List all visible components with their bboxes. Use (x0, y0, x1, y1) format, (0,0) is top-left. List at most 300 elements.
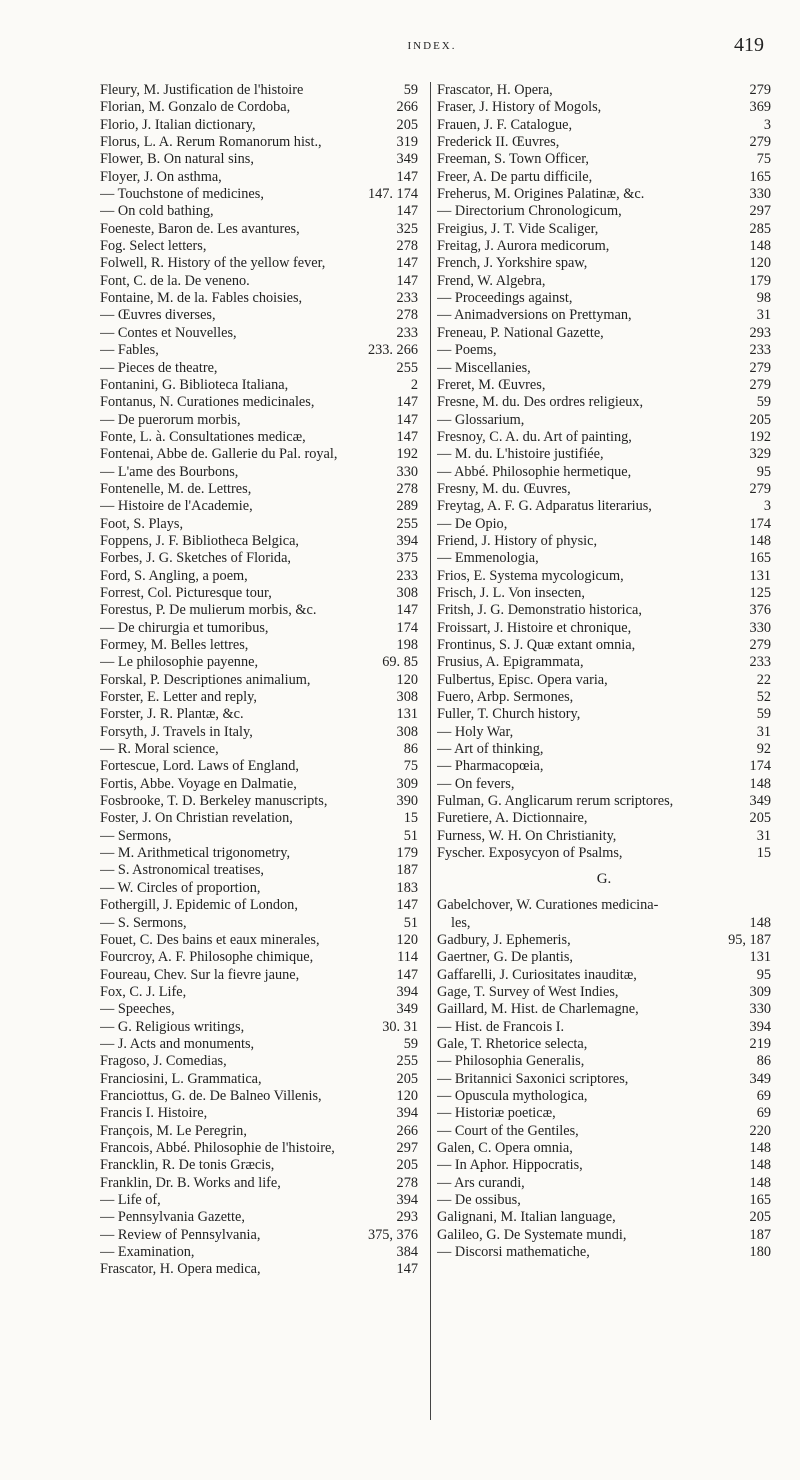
entry-title: Frios, E. Systema mycologicum, (437, 567, 624, 584)
entry-page-ref: 120 (396, 671, 418, 688)
entry-page-ref: 69 (756, 1087, 771, 1104)
entry-page-ref: 147 (396, 168, 418, 185)
entry-title: Forrest, Col. Picturesque tour, (100, 584, 272, 601)
index-entry (437, 412, 771, 429)
entry-title: Forbes, J. G. Sketches of Florida, (100, 550, 292, 567)
entry-page-ref: 69 (756, 1105, 771, 1122)
index-entry (100, 446, 418, 463)
entry-title: — Glossarium, (437, 411, 525, 428)
index-entry (437, 585, 771, 602)
entry-title: Foeneste, Baron de. Les avantures, (100, 220, 300, 237)
entry-page-ref: 148 (749, 1174, 771, 1191)
index-entry (437, 325, 771, 342)
entry-title: Fleury, M. Justification de l'histoire (100, 82, 304, 98)
entry-page-ref: 3 (763, 116, 771, 133)
index-entry (100, 498, 418, 515)
entry-page-ref: 289 (396, 498, 418, 515)
left-index-column (100, 82, 418, 1279)
entry-title: — Examination, (100, 1244, 195, 1261)
entry-page-ref: 120 (749, 255, 771, 272)
entry-title: Fothergill, J. Epidemic of London, (100, 897, 298, 914)
entry-title: Formey, M. Belles lettres, (100, 637, 249, 653)
index-entry (437, 203, 771, 220)
entry-title: — Pieces de theatre, (100, 359, 218, 376)
entry-title: Fortescue, Lord. Laws of England, (100, 758, 299, 775)
index-entry (100, 1227, 418, 1244)
entry-page-ref: 205 (749, 810, 771, 827)
entry-page-ref: 174 (749, 515, 771, 532)
entry-title: — Philosophia Generalis, (437, 1053, 585, 1070)
entry-page-ref: 174 (749, 758, 771, 775)
entry-title: — Touchstone of medicines, (100, 186, 264, 203)
entry-title: — De chirurgia et tumoribus, (100, 619, 269, 636)
entry-page-ref: 148 (749, 1139, 771, 1156)
entry-page-ref: 31 (756, 307, 771, 324)
entry-title: — Life of, (100, 1192, 161, 1208)
entry-title: François, M. Le Peregrin, (100, 1122, 247, 1139)
entry-title: Freitag, J. Aurora medicorum, (437, 238, 610, 255)
entry-page-ref: 95, 187 (728, 931, 771, 948)
entry-page-ref: 192 (396, 446, 418, 463)
entry-page-ref: 233 (749, 342, 771, 359)
entry-title: Fosbrooke, T. D. Berkeley manuscripts, (100, 793, 328, 810)
index-entry (100, 99, 418, 116)
entry-title: Fulbertus, Episc. Opera varia, (437, 671, 608, 688)
entry-title: — S. Astronomical treatises, (100, 862, 264, 879)
entry-page-ref: 120 (396, 1087, 418, 1104)
entry-title: Fourcroy, A. F. Philosophe chimique, (100, 949, 314, 966)
index-entry (437, 550, 771, 567)
entry-page-ref: 308 (396, 584, 418, 601)
entry-title: Fulman, G. Anglicarum rerum scriptores, (437, 793, 674, 810)
entry-page-ref: 59 (403, 1035, 418, 1052)
index-entry (100, 620, 418, 637)
entry-title: — Opuscula mythologica, (437, 1087, 588, 1104)
entry-page-ref: 279 (749, 480, 771, 497)
index-entry (100, 1175, 418, 1192)
entry-page-ref: 31 (756, 723, 771, 740)
entry-page-ref: 330 (749, 619, 771, 636)
entry-page-ref: 233 (396, 290, 418, 307)
entry-page-ref: 219 (749, 1035, 771, 1052)
entry-title: Foster, J. On Christian revelation, (100, 810, 293, 827)
index-entry (437, 1019, 771, 1036)
entry-title: — Review of Pennsylvania, (100, 1226, 261, 1243)
entry-page-ref: 59 (756, 394, 771, 411)
index-entry (437, 360, 771, 377)
entry-title: — Abbé. Philosophie hermetique, (437, 463, 632, 480)
entry-page-ref: 205 (396, 1070, 418, 1087)
entry-title: — Holy War, (437, 723, 514, 740)
entry-page-ref: 205 (396, 1157, 418, 1174)
entry-page-ref: 30. 31 (382, 1018, 418, 1035)
index-entry (100, 464, 418, 481)
entry-title: Fouet, C. Des bains et eaux minerales, (100, 931, 320, 948)
index-entry (100, 1244, 418, 1261)
entry-title: Florio, J. Italian dictionary, (100, 116, 256, 133)
index-entry (437, 99, 771, 116)
index-entry (437, 620, 771, 637)
entry-title: Forestus, P. De mulierum morbis, &c. (100, 602, 317, 619)
entry-page-ref: 255 (396, 515, 418, 532)
index-entry (100, 654, 418, 671)
index-entry (437, 984, 771, 1001)
index-entry (100, 810, 418, 827)
index-entry (100, 949, 418, 966)
entry-page-ref: 278 (396, 238, 418, 255)
index-entry (100, 1140, 418, 1157)
index-entry (437, 1227, 771, 1244)
entry-title: Fuero, Arbp. Sermones, (437, 689, 574, 706)
index-entry (100, 151, 418, 168)
entry-title: — On cold bathing, (100, 203, 214, 220)
index-entry (100, 706, 418, 723)
entry-page-ref: 205 (749, 1209, 771, 1226)
index-entry (100, 360, 418, 377)
index-entry (100, 1123, 418, 1140)
entry-title: Foureau, Chev. Sur la fievre jaune, (100, 966, 300, 983)
index-entry (437, 516, 771, 533)
entry-page-ref: 394 (396, 983, 418, 1000)
entry-page-ref: 279 (749, 359, 771, 376)
entry-page-ref: 147 (396, 602, 418, 619)
entry-page-ref: 51 (403, 827, 418, 844)
entry-page-ref: 297 (749, 203, 771, 220)
entry-page-ref: 174 (396, 619, 418, 636)
entry-page-ref: 148 (749, 914, 771, 931)
entry-page-ref: 131 (749, 567, 771, 584)
entry-title: — Emmenologia, (437, 550, 539, 567)
index-entry (100, 117, 418, 134)
entry-page-ref: 148 (749, 1157, 771, 1174)
entry-title: Franklin, Dr. B. Works and life, (100, 1174, 281, 1191)
entry-title: Fortis, Abbe. Voyage en Dalmatie, (100, 775, 297, 792)
entry-title: Furness, W. H. On Christianity, (437, 827, 617, 844)
index-entry (437, 186, 771, 203)
entry-title: Gage, T. Survey of West Indies, (437, 983, 619, 1000)
entry-page-ref: 131 (749, 949, 771, 966)
entry-title: Gadbury, J. Ephemeris, (437, 931, 571, 948)
index-entry (100, 897, 418, 914)
index-entry (100, 793, 418, 810)
entry-title: Forskal, P. Descriptiones animalium, (100, 671, 311, 688)
index-entry (437, 897, 771, 914)
entry-page-ref: 147 (396, 1261, 418, 1278)
index-entry (437, 151, 771, 168)
entry-title: Freigius, J. T. Vide Scaliger, (437, 220, 599, 237)
entry-page-ref: 148 (749, 532, 771, 549)
entry-title: Foot, S. Plays, (100, 515, 184, 532)
entry-title: Frusius, A. Epigrammata, (437, 654, 584, 671)
entry-page-ref: 220 (749, 1122, 771, 1139)
index-entry (100, 533, 418, 550)
index-entry (100, 689, 418, 706)
entry-title: — Pharmacopœia, (437, 758, 544, 775)
entry-page-ref: 75 (756, 151, 771, 168)
entry-title: Fontanus, N. Curationes medicinales, (100, 394, 315, 411)
entry-title: Forster, J. R. Plantæ, &c. (100, 706, 244, 723)
index-entry (100, 550, 418, 567)
entry-title: Friend, J. History of physic, (437, 532, 598, 549)
entry-title: — Art of thinking, (437, 741, 544, 758)
index-entry (437, 117, 771, 134)
entry-page-ref: 390 (396, 793, 418, 810)
index-entry (437, 1175, 771, 1192)
entry-page-ref: 69. 85 (382, 654, 418, 671)
entry-title: Fontenelle, M. de. Lettres, (100, 480, 252, 497)
entry-title: Gale, T. Rhetorice selecta, (437, 1035, 588, 1052)
index-entry (437, 793, 771, 810)
index-entry (100, 1105, 418, 1122)
index-entry (437, 221, 771, 238)
index-entry (437, 498, 771, 515)
entry-title: — Ars curandi, (437, 1174, 525, 1191)
entry-title: Font, C. de la. De veneno. (100, 272, 250, 289)
index-entry (437, 1105, 771, 1122)
entry-title: Froissart, J. Histoire et chronique, (437, 619, 632, 636)
index-entry (437, 776, 771, 793)
entry-page-ref: 192 (749, 428, 771, 445)
entry-page-ref: 285 (749, 220, 771, 237)
entry-title: — M. du. L'histoire justifiée, (437, 446, 604, 463)
entry-page-ref: 92 (756, 741, 771, 758)
entry-title: — W. Circles of proportion, (100, 879, 261, 896)
entry-page-ref: 293 (396, 1209, 418, 1226)
entry-page-ref: 15 (756, 845, 771, 862)
index-entry (437, 134, 771, 151)
entry-title: Freneau, P. National Gazette, (437, 324, 604, 341)
index-entry (437, 706, 771, 723)
entry-title: Fog. Select letters, (100, 238, 207, 255)
index-entry (100, 1088, 418, 1105)
entry-title: Furetiere, A. Dictionnaire, (437, 810, 588, 827)
entry-title: — Historiæ poeticæ, (437, 1105, 556, 1122)
index-entry (100, 82, 418, 99)
entry-title: Fontaine, M. de la. Fables choisies, (100, 290, 303, 307)
entry-page-ref: 309 (749, 983, 771, 1000)
entry-title: Fresny, M. du. Œuvres, (437, 480, 571, 497)
entry-title: — Court of the Gentiles, (437, 1122, 579, 1139)
index-entry (437, 1140, 771, 1157)
entry-page-ref: 330 (396, 463, 418, 480)
index-entry (100, 1019, 418, 1036)
entry-page-ref: 98 (756, 290, 771, 307)
index-entry (437, 1036, 771, 1053)
index-entry (437, 568, 771, 585)
entry-page-ref: 279 (749, 82, 771, 98)
index-entry (100, 1157, 418, 1174)
index-entry (437, 967, 771, 984)
entry-title: — Poems, (437, 342, 497, 359)
index-entry (100, 1209, 418, 1226)
entry-title: Fonte, L. à. Consultationes medicæ, (100, 428, 306, 445)
entry-title: Frend, W. Algebra, (437, 272, 546, 289)
entry-page-ref: 147 (396, 411, 418, 428)
entry-page-ref: 297 (396, 1139, 418, 1156)
entry-title: — De Opio, (437, 515, 508, 532)
index-entry (100, 862, 418, 879)
entry-page-ref: 394 (749, 1018, 771, 1035)
entry-page-ref: 147. 174 (367, 186, 418, 203)
entry-page-ref: 233. 266 (367, 342, 418, 359)
entry-page-ref: 278 (396, 1174, 418, 1191)
entry-page-ref: 308 (396, 689, 418, 706)
index-entry (437, 1088, 771, 1105)
entry-title: Freherus, M. Origines Palatinæ, &c. (437, 186, 645, 203)
index-entry (437, 741, 771, 758)
index-entry (100, 776, 418, 793)
index-entry (100, 845, 418, 862)
page-header (100, 34, 764, 58)
index-entry (100, 186, 418, 203)
index-entry (100, 273, 418, 290)
entry-page-ref: 394 (396, 1192, 418, 1208)
entry-title: les, (451, 914, 471, 931)
index-entry (437, 1053, 771, 1070)
index-entry (437, 1123, 771, 1140)
entry-title: Gaertner, G. De plantis, (437, 949, 573, 966)
entry-title: — Speeches, (100, 1001, 175, 1018)
entry-title: — Hist. de Francois I. (437, 1018, 565, 1035)
index-entry (100, 290, 418, 307)
entry-page-ref: 319 (396, 134, 418, 151)
index-entry (100, 1053, 418, 1070)
entry-title: — M. Arithmetical trigonometry, (100, 845, 291, 862)
entry-title: Freeman, S. Town Officer, (437, 151, 589, 168)
index-entry (437, 1192, 771, 1209)
index-entry (100, 203, 418, 220)
entry-title: Freer, A. De partu difficile, (437, 168, 593, 185)
index-entry (100, 602, 418, 619)
entry-title: Fuller, T. Church history, (437, 706, 581, 723)
entry-title: Flower, B. On natural sins, (100, 151, 254, 168)
entry-page-ref: 51 (403, 914, 418, 931)
entry-page-ref: 147 (396, 203, 418, 220)
entry-title: — J. Acts and monuments, (100, 1035, 255, 1052)
entry-page-ref: 147 (396, 272, 418, 289)
entry-title: — Miscellanies, (437, 359, 531, 376)
entry-page-ref: 309 (396, 775, 418, 792)
running-title: INDEX. (407, 40, 457, 52)
entry-title: Francis I. Histoire, (100, 1105, 208, 1122)
entry-page-ref: 120 (396, 931, 418, 948)
entry-title: Fyscher. Exposycyon of Psalms, (437, 845, 623, 862)
index-entry (437, 464, 771, 481)
entry-page-ref: 198 (396, 637, 418, 653)
entry-page-ref: 114 (397, 949, 418, 966)
entry-page-ref: 376 (749, 602, 771, 619)
index-entry (437, 828, 771, 845)
entry-page-ref: 349 (749, 1070, 771, 1087)
entry-title: Fresne, M. du. Des ordres religieux, (437, 394, 644, 411)
entry-title: Fraser, J. History of Mogols, (437, 99, 602, 116)
index-entry (100, 758, 418, 775)
entry-title: Freytag, A. F. G. Adparatus literarius, (437, 498, 652, 515)
entry-page-ref: 22 (756, 671, 771, 688)
entry-title: Galen, C. Opera omnia, (437, 1139, 573, 1156)
entry-title: Frederick II. Œuvres, (437, 134, 560, 151)
index-entry (437, 1209, 771, 1226)
entry-title: Fragoso, J. Comedias, (100, 1053, 227, 1070)
index-entry (100, 255, 418, 272)
index-entry (100, 516, 418, 533)
entry-title: Floyer, J. On asthma, (100, 168, 222, 185)
index-entry (437, 689, 771, 706)
entry-page-ref: 266 (396, 1122, 418, 1139)
entry-page-ref: 52 (756, 689, 771, 706)
index-entry (100, 342, 418, 359)
entry-page-ref: 2 (410, 376, 418, 393)
entry-page-ref: 187 (396, 862, 418, 879)
entry-page-ref: 394 (396, 1105, 418, 1122)
index-entry (437, 342, 771, 359)
index-entry (100, 429, 418, 446)
entry-title: Florus, L. A. Rerum Romanorum hist., (100, 134, 322, 151)
entry-page-ref: 75 (403, 758, 418, 775)
entry-page-ref: 179 (396, 845, 418, 862)
index-entry (437, 915, 771, 932)
index-entry (437, 810, 771, 827)
entry-page-ref: 3 (763, 498, 771, 515)
index-entry (100, 1001, 418, 1018)
entry-title: — Œuvres diverses, (100, 307, 216, 324)
entry-page-ref: 165 (749, 550, 771, 567)
entry-title: Fresnoy, C. A. du. Art of painting, (437, 428, 632, 445)
entry-title: — Discorsi mathematiche, (437, 1244, 590, 1261)
index-entries-f (437, 82, 771, 862)
entry-page-ref: 147 (396, 966, 418, 983)
entry-title: Galignani, M. Italian language, (437, 1209, 616, 1226)
index-entry (437, 1244, 771, 1261)
entry-title: Fontenai, Abbe de. Gallerie du Pal. royal, (100, 446, 338, 463)
entry-title: Franciottus, G. de. De Balneo Villenis, (100, 1087, 322, 1104)
index-entry (437, 481, 771, 498)
index-entry (100, 481, 418, 498)
entry-page-ref: 59 (756, 706, 771, 723)
entry-page-ref: 179 (749, 272, 771, 289)
index-entry (437, 394, 771, 411)
entry-title: — S. Sermons, (100, 914, 187, 931)
entry-page-ref: 187 (749, 1226, 771, 1243)
index-entry (100, 412, 418, 429)
index-entry (100, 967, 418, 984)
index-entry (437, 255, 771, 272)
entry-page-ref: 394 (396, 532, 418, 549)
entry-title: Frontinus, S. J. Quæ extant omnia, (437, 637, 636, 653)
page-number: 419 (734, 34, 764, 56)
entry-title: — L'ame des Bourbons, (100, 463, 239, 480)
entry-page-ref: 349 (749, 793, 771, 810)
entry-page-ref: 233 (396, 567, 418, 584)
entry-page-ref: 125 (749, 584, 771, 601)
entry-page-ref: 375 (396, 550, 418, 567)
entry-page-ref: 279 (749, 134, 771, 151)
entry-page-ref: 279 (749, 376, 771, 393)
entry-page-ref: 148 (749, 238, 771, 255)
index-entry (437, 637, 771, 654)
index-entry (437, 724, 771, 741)
index-entry (437, 1071, 771, 1088)
entry-page-ref: 86 (403, 741, 418, 758)
entry-title: Folwell, R. History of the yellow fever, (100, 255, 326, 272)
entry-title: — Animadversions on Prettyman, (437, 307, 632, 324)
entry-page-ref: 233 (749, 654, 771, 671)
index-entry (100, 724, 418, 741)
index-entry (100, 932, 418, 949)
entry-title: Fontanini, G. Biblioteca Italiana, (100, 376, 289, 393)
index-entry (437, 238, 771, 255)
entry-title: Franciosini, L. Grammatica, (100, 1070, 262, 1087)
